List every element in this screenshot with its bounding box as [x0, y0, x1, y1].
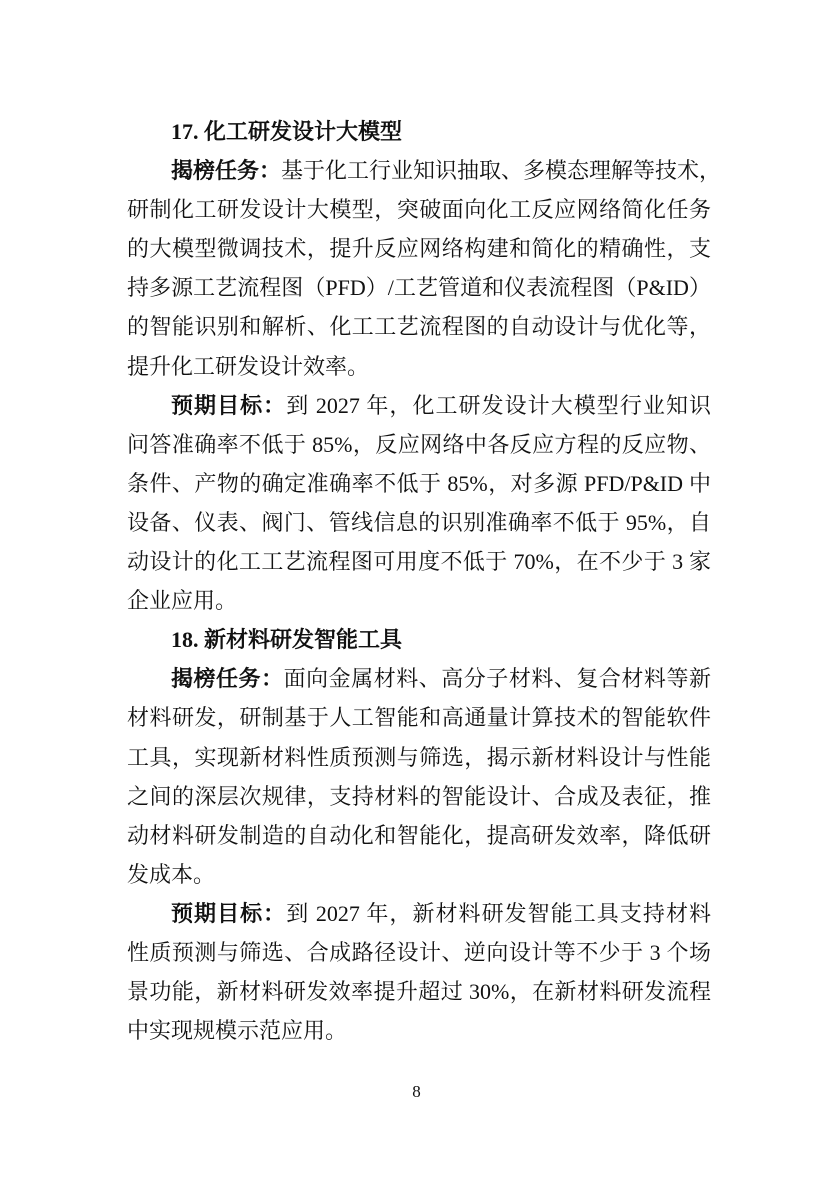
paragraph-line	[127, 581, 711, 620]
paragraph-line	[127, 659, 711, 698]
line-text: 工具，实现新材料性质预测与筛选，揭示新材料设计与性能	[127, 744, 711, 770]
paragraph-line	[127, 698, 711, 737]
document-body	[127, 112, 722, 1050]
line-text: 提升化工研发设计效率。	[127, 353, 370, 379]
paragraph-line	[127, 151, 722, 190]
line-text: 景功能，新材料研发效率提升超过 30%，在新材料研发流程	[127, 979, 711, 1005]
line-text: 问答准确率不低于 85%，反应网络中各反应方程的反应物、	[127, 431, 711, 457]
line-text: 的智能识别和解析、化工工艺流程图的自动设计与优化等，	[127, 314, 711, 340]
paragraph-line	[127, 503, 711, 542]
paragraph-label: 揭榜任务：	[171, 158, 282, 184]
paragraph-line	[127, 933, 711, 972]
paragraph-line	[127, 542, 711, 581]
line-text: 材料研发，研制基于人工智能和高通量计算技术的智能软件	[127, 705, 711, 731]
task-paragraph	[127, 659, 711, 894]
section-heading: 18. 新材料研发智能工具	[171, 627, 403, 653]
task-paragraph	[127, 151, 722, 386]
line-text: 到 2027 年，化工研发设计大模型行业知识	[286, 392, 711, 418]
paragraph-line	[127, 229, 711, 268]
line-text: 的大模型微调技术，提升反应网络构建和简化的精确性，支	[127, 236, 711, 262]
section	[127, 112, 722, 620]
paragraph-line	[127, 386, 711, 425]
line-text: 动材料研发制造的自动化和智能化，提高研发效率，降低研	[127, 822, 711, 848]
paragraph-line	[127, 894, 711, 933]
page-number: 8	[412, 1082, 421, 1101]
paragraph-line	[127, 268, 711, 307]
paragraph-line	[127, 347, 711, 386]
line-text: 基于化工行业知识抽取、多模态理解等技术，	[281, 158, 722, 184]
line-text: 发成本。	[127, 861, 216, 887]
line-text: 动设计的化工工艺流程图可用度不低于 70%，在不少于 3 家	[127, 549, 711, 575]
line-text: 研制化工研发设计大模型，突破面向化工反应网络简化任务	[127, 197, 711, 223]
section	[127, 620, 711, 1050]
goal-paragraph	[127, 894, 711, 1050]
section-heading: 17. 化工研发设计大模型	[171, 119, 403, 144]
line-text: 设备、仪表、阀门、管线信息的识别准确率不低于 95%，自	[127, 509, 711, 535]
paragraph-line	[127, 738, 711, 777]
line-text: 之间的深层次规律，支持材料的智能设计、合成及表征，推	[127, 783, 711, 809]
line-text: 企业应用。	[127, 588, 238, 614]
paragraph-line	[127, 816, 711, 855]
paragraph-line	[127, 855, 711, 894]
line-text: 性质预测与筛选、合成路径设计、逆向设计等不少于 3 个场	[127, 939, 711, 965]
line-text: 持多源工艺流程图（PFD）/工艺管道和仪表流程图（P&ID）	[127, 275, 711, 301]
line-text: 中实现规模示范应用。	[127, 1018, 348, 1044]
paragraph-label: 预期目标：	[171, 900, 287, 926]
paragraph-line	[127, 777, 711, 816]
paragraph-line	[127, 190, 711, 229]
line-text: 面向金属材料、高分子材料、复合材料等新	[283, 666, 711, 692]
paragraph-line	[127, 425, 711, 464]
line-text: 到 2027 年，新材料研发智能工具支持材料	[286, 900, 711, 926]
goal-paragraph	[127, 386, 711, 621]
paragraph-label: 预期目标：	[171, 392, 287, 418]
paragraph-line	[127, 972, 711, 1011]
paragraph-line	[127, 1011, 711, 1050]
line-text: 条件、产物的确定准确率不低于 85%，对多源 PFD/P&ID 中	[127, 470, 711, 496]
paragraph-line	[127, 307, 711, 346]
paragraph-label: 揭榜任务：	[171, 666, 284, 692]
paragraph-line	[127, 464, 711, 503]
